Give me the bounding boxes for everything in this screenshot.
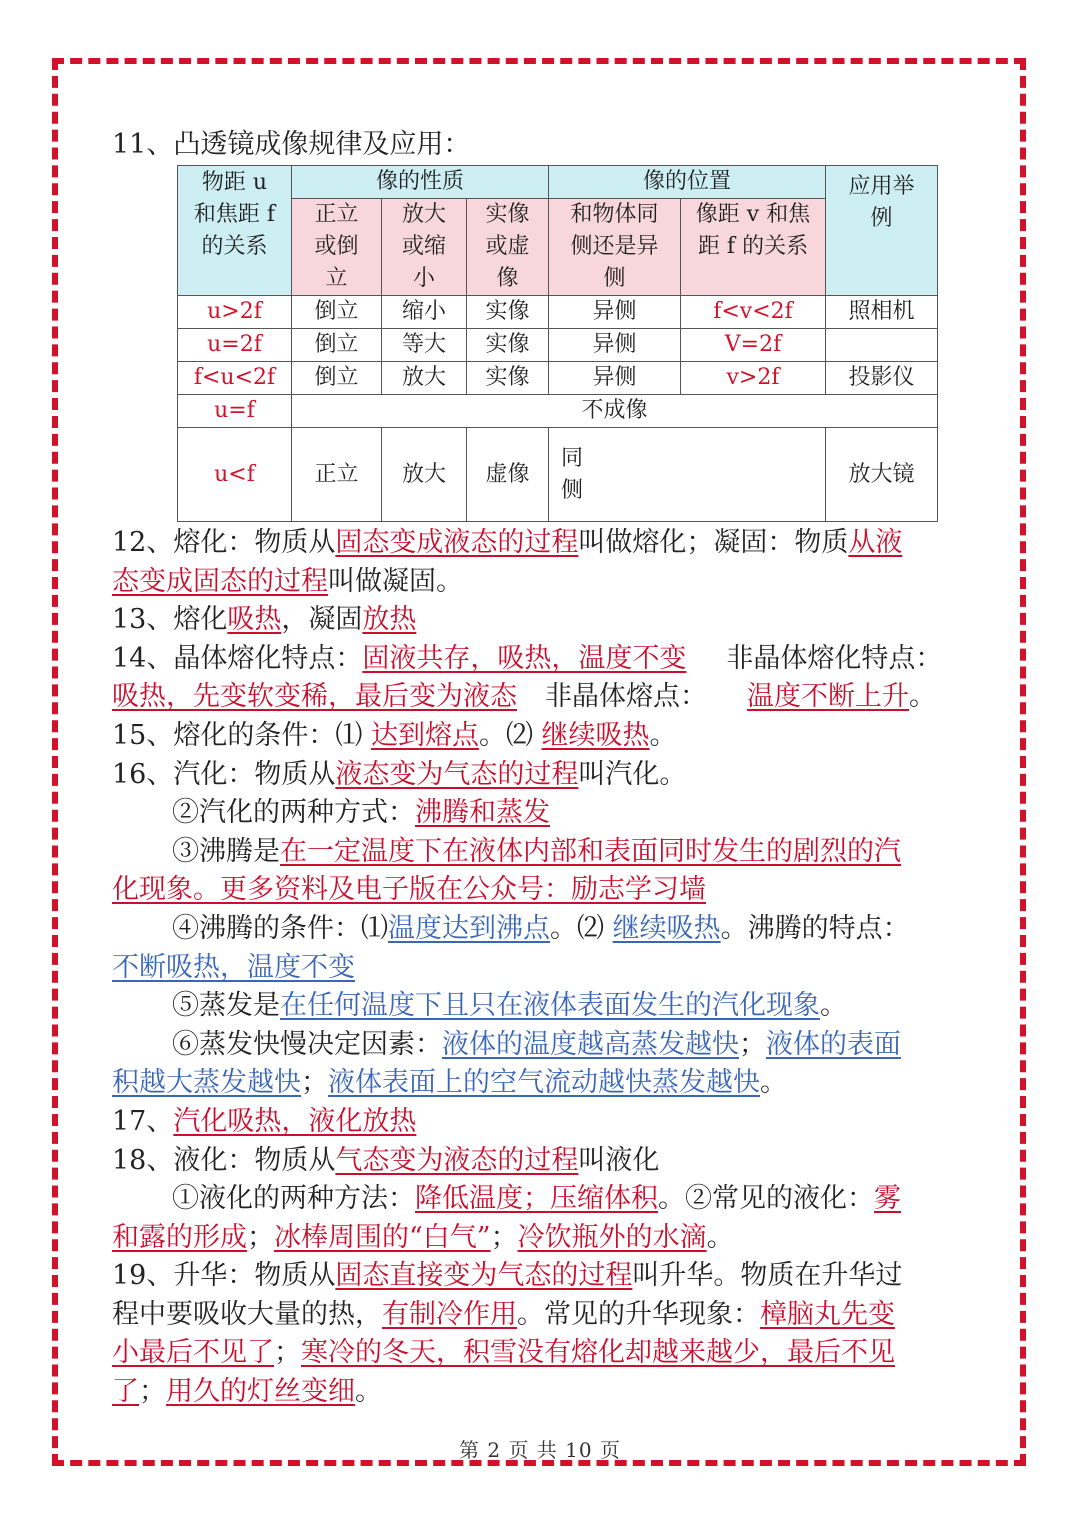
- line-16f: 不断吸热，温度不变: [112, 951, 355, 983]
- line-19a: 19、升华：物质从固态直接变为气态的过程叫升华。物质在升华过: [112, 1260, 903, 1292]
- line-16c: ③沸腾是在一定温度下在液体内部和表面同时发生的剧烈的汽: [172, 835, 901, 867]
- line-19c: 小最后不见了；寒冷的冬天，积雪没有熔化却越来越少，最后不见: [112, 1337, 895, 1369]
- header-upright: 正立 或倒 立: [292, 199, 382, 296]
- notes-body: [112, 524, 1005, 1412]
- header-vf: 像距 v 和焦 距 f 的关系: [681, 199, 826, 296]
- line-15: 15、熔化的条件：⑴ 达到熔点。⑵ 继续吸热。: [112, 719, 677, 751]
- lens-imaging-table: [177, 165, 938, 522]
- header-real: 实像 或虚 像: [467, 199, 549, 296]
- header-side: 和物体同 侧还是异 侧: [549, 199, 681, 296]
- line-16b: ②汽化的两种方式：沸腾和蒸发: [172, 797, 550, 829]
- line-19b: 程中要吸收大量的热，有制冷作用。常见的升华现象：樟脑丸先变: [112, 1298, 895, 1330]
- line-16d: 化现象。更多资料及电子版在公众号：励志学习墙: [112, 874, 706, 906]
- page-footer: 第 2 页 共 10 页: [459, 1438, 621, 1462]
- line-17: 17、汽化吸热，液化放热: [112, 1105, 417, 1137]
- cell-same-side: 同 侧: [549, 428, 826, 522]
- table-row: u=2f 倒立 等大 实像 异侧 V=2f: [178, 329, 938, 362]
- line-18b: ①液化的两种方法：降低温度；压缩体积。②常见的液化：雾: [172, 1183, 901, 1215]
- line-12a: 12、熔化：物质从固态变成液态的过程叫做熔化；凝固：物质从液: [112, 527, 903, 558]
- line-18c: 和露的形成；冰棒周围的“白气”；冷饮瓶外的水滴。: [112, 1221, 734, 1253]
- header-nature: 像的性质: [292, 166, 549, 199]
- page-content: [112, 125, 1005, 1412]
- line-16: 16、汽化：物质从液态变为气态的过程叫汽化。: [112, 758, 687, 790]
- section-11-title: 11、凸透镜成像规律及应用：: [112, 129, 471, 160]
- line-19d: 了；用久的灯丝变细。: [112, 1376, 382, 1408]
- header-size: 放大 或缩 小: [382, 199, 467, 296]
- header-application: 应用举 例: [826, 166, 938, 296]
- line-12b: 态变成固态的过程叫做凝固。: [112, 565, 463, 597]
- table-row: u=f 不成像: [178, 395, 938, 428]
- line-16g: ⑤蒸发是在任何温度下且只在液体表面发生的汽化现象。: [172, 990, 847, 1022]
- table-row: f<u<2f 倒立 放大 实像 异侧 v>2f 投影仪: [178, 362, 938, 395]
- header-position: 像的位置: [549, 166, 826, 199]
- line-14b: 吸热，先变软变稀，最后变为液态 非晶体熔点： 温度不断上升。: [112, 681, 936, 713]
- line-16h: ⑥蒸发快慢决定因素：液体的温度越高蒸发越快；液体的表面: [172, 1028, 901, 1060]
- line-14a: 14、晶体熔化特点：固液共存，吸热，温度不变 非晶体熔化特点：: [112, 642, 943, 674]
- table-row: u>2f 倒立 缩小 实像 异侧 f<v<2f 照相机: [178, 296, 938, 329]
- line-18: 18、液化：物质从气态变为液态的过程叫液化: [112, 1144, 660, 1176]
- table-row: u<f 正立 放大 虚像 同 侧 放大镜: [178, 428, 938, 522]
- line-13: 13、熔化吸热，凝固放热: [112, 604, 417, 636]
- line-16i: 积越大蒸发越快；液体表面上的空气流动越快蒸发越快。: [112, 1067, 787, 1099]
- line-16e: ④沸腾的条件：⑴温度达到沸点。⑵ 继续吸热。沸腾的特点：: [172, 912, 910, 944]
- header-relation: 物距 u 和焦距 f 的关系: [178, 166, 292, 296]
